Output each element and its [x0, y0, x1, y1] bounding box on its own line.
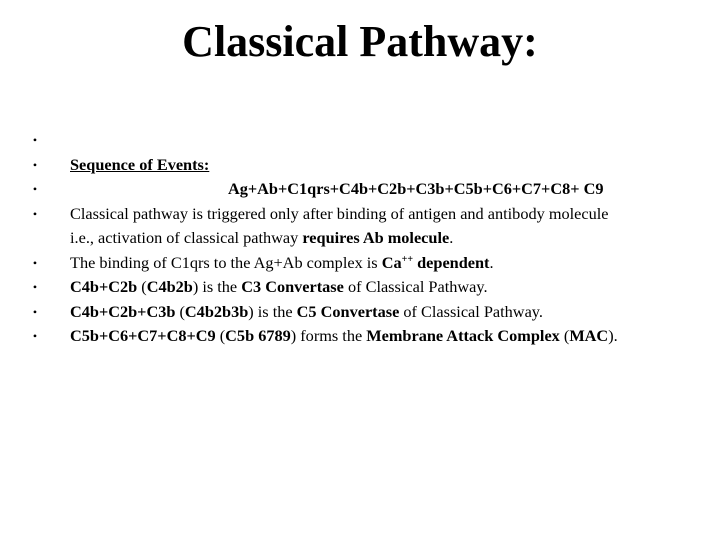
trigger-line-1: Classical pathway is triggered only after binding of antigen and antibody molecule: [70, 203, 609, 223]
mac-line: [70, 324, 690, 349]
binding-charge: ++: [401, 253, 414, 265]
c3-text-2: ) is the: [192, 277, 242, 296]
mac-text-2: ) forms the: [290, 326, 367, 345]
bullet-icon: •: [32, 157, 38, 172]
mac-abbreviation: MAC: [569, 326, 609, 345]
list-item-binding: [0, 251, 720, 276]
list-item-empty: [0, 128, 720, 153]
bullet-icon: •: [32, 255, 38, 270]
mac-text-3: (: [559, 326, 570, 345]
page-title: Classical Pathway:: [182, 17, 538, 66]
sequence-formula: Ag+Ab+C1qrs+C4b+C2b+C3b+C5b+C6+C7+C8+ C9: [228, 179, 604, 198]
list-item-mac: [0, 324, 720, 349]
bullet-icon: •: [32, 182, 38, 196]
binding-period: .: [489, 252, 494, 272]
list-item-trigger: [0, 202, 720, 251]
c5-enzyme: C5 Convertase: [296, 301, 400, 321]
bullet-icon: •: [32, 206, 38, 221]
c5-text-1: (: [175, 301, 185, 321]
list-item-c5-convertase: [0, 300, 720, 325]
list-item-sequence: [0, 177, 720, 202]
mac-text-4: ).: [608, 326, 618, 345]
bullet-icon: •: [32, 304, 38, 319]
trigger-line-2: [70, 226, 690, 251]
trigger-text: i.e., activation of classical pathway: [70, 228, 303, 247]
c3-enzyme: C3 Convertase: [241, 277, 344, 296]
c5-complex: C4b2b3b: [184, 301, 249, 321]
binding-ion: Ca: [381, 252, 402, 272]
c5-text-3: of Classical Pathway.: [399, 301, 543, 321]
c5-formula: C4b+C2b+C3b: [70, 301, 176, 321]
sequence-heading: Sequence of Events:: [70, 154, 210, 174]
list-item-c3-convertase: [0, 275, 720, 300]
c3-convertase-line: [70, 275, 690, 300]
binding-dependent: dependent: [413, 252, 490, 272]
list-item-heading: [0, 153, 720, 178]
binding-text: The binding of C1qrs to the Ag+Ab complex is: [70, 252, 382, 272]
bullet-list: [0, 128, 720, 349]
mac-name: Membrane Attack Complex: [366, 326, 560, 345]
c3-text-1: (: [137, 277, 147, 296]
trigger-period: .: [449, 228, 454, 247]
binding-line: [70, 251, 690, 276]
bullet-icon: •: [32, 280, 38, 294]
c5-text-2: ) is the: [248, 301, 297, 321]
trigger-emphasis: requires Ab molecule: [302, 228, 450, 247]
c3-formula: C4b+C2b: [70, 277, 138, 296]
mac-complex: C5b 6789: [225, 326, 291, 345]
mac-text-1: (: [215, 326, 226, 345]
c5-convertase-line: [70, 300, 690, 325]
bullet-icon: •: [32, 133, 38, 147]
c3-complex: C4b2b: [146, 277, 193, 296]
mac-formula: C5b+C6+C7+C8+C9: [70, 326, 216, 345]
c3-text-3: of Classical Pathway.: [343, 277, 488, 296]
bullet-icon: •: [32, 329, 38, 343]
